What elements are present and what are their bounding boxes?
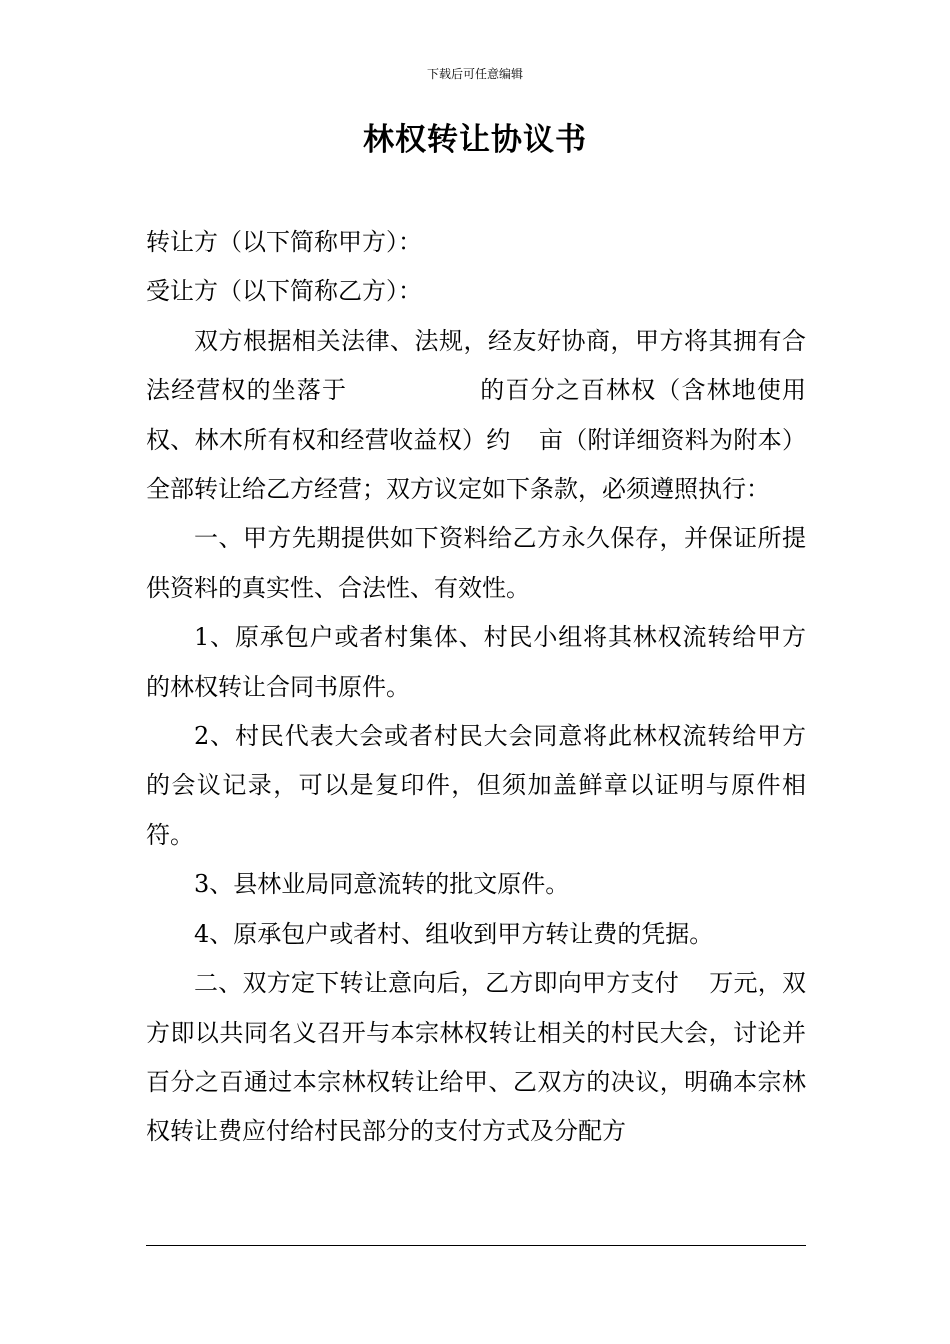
clause-one: 一、甲方先期提供如下资料给乙方永久保存，并保证所提供资料的真实性、合法性、有效性。 (146, 524, 806, 602)
clause-two (146, 959, 806, 1157)
clause-two-part-2: 万元，双方即以共同名义召开与本宗林权转让相关的村民大会，讨论并百分之百通过本宗林权转让给甲、乙双方的决议，明确本宗林权转让费应付给村民部分的支付方式及分配方 (146, 969, 806, 1146)
intro-part-2: 的百分之百林权（含林地使用权、林木所有权和经营收益权）约 (146, 376, 807, 454)
clause-one-item-1: 1、原承包户或者村集体、村民小组将其林权流转给甲方的林权转让合同书原件。 (146, 623, 806, 701)
paragraph-transferor: 转让方（以下简称甲方）： (146, 228, 422, 256)
clause-one-item-4: 4、原承包户或者村、组收到甲方转让费的凭据。 (194, 919, 714, 948)
intro-part-3: 亩（附详细资料为附本）全部转让给乙方经营；双方议定如下条款，必须遵照执行： (146, 425, 807, 504)
header-note: 下载后可任意编辑 (426, 67, 523, 81)
paragraph-intro (146, 317, 806, 515)
intro-part-1: 双方根据相关法律、法规，经友好协商，甲方将其拥有合法经营权的坐落于 (146, 326, 806, 405)
document-title: 林权转让协议书 (363, 122, 587, 158)
clause-two-part-1: 二、双方定下转让意向后，乙方即向甲方支付 (194, 969, 679, 998)
document-body (146, 218, 806, 1157)
paragraph-transferee: 受让方（以下简称乙方）： (146, 277, 422, 306)
clause-one-item-2: 2、村民代表大会或者村民大会同意将此林权流转给甲方的会议记录，可以是复印件，但须加盖鲜章以证明与原件相符。 (146, 722, 806, 849)
footer-rule (146, 1245, 806, 1246)
clause-one-item-3: 3、县林业局同意流转的批文原件。 (194, 870, 570, 899)
